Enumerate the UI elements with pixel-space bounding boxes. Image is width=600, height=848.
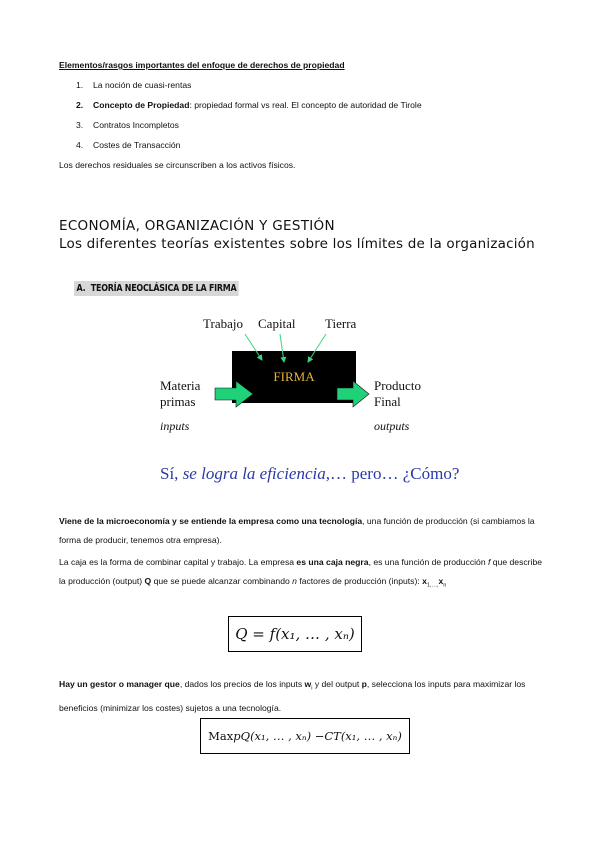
section-heading: Elementos/rasgos importantes del enfoque de derechos de propiedad [59,60,345,70]
efficiency-statement: Sí, se logra la eficiencia,… pero… ¿Cómo? [160,464,460,483]
paragraph-caja-negra: La caja es la forma de combinar capital y trabajo. La empresa es una caja negra, es una función de producción f que describe la producción (output) Q que se puede alcanzar combinando n factores de producción (inputs): $x_{1,\dots,}x_n$ [59,557,543,589]
arrow-tierra [308,334,326,362]
subsection-letter: A. [76,283,86,294]
list-text: : propiedad formal vs real. El concepto de autoridad de Tirole [189,100,422,110]
section-title: ECONOMÍA, ORGANIZACIÓN Y GESTIÓN [59,218,335,234]
arrow-inputs [215,381,253,407]
label-trabajo: Trabajo [203,316,243,331]
list-text: Contratos Incompletos [93,120,179,130]
list-number: 2. [76,100,84,110]
arrow-outputs [337,381,369,407]
arrow-trabajo [245,334,262,360]
list-text: Costes de Transacción [93,140,181,150]
label-capital: Capital [258,316,296,331]
list-text: La noción de cuasi-rentas [93,80,192,90]
paragraph-microeconomia: Viene de la microeconomía y se entiende la empresa como una tecnología, una función de producción (si cambiamos la forma de producir, tenemos otra empresa). [59,516,535,545]
label-inputs: inputs [160,419,190,433]
subsection-title: TEORÍA NEOCLÁSICA DE LA FIRMA [90,283,237,294]
list-number: 3. [76,120,84,130]
arrow-capital [280,334,284,362]
label-outputs: outputs [374,419,410,433]
list-bold-text: Concepto de Propiedad [93,100,190,110]
paragraph-manager: Hay un gestor o manager que, dados los precios de los inputs $w_i$ y del output p, selecciona los inputs para maximizar los beneficios (minimizar los costes) sujetos a una tecnología. [59,679,526,713]
production-function-equation: Q = f(x₁, … , xₙ) [228,616,362,652]
list-number: 4. [76,140,84,150]
label-materia: Materia [160,378,201,393]
firm-box-label: FIRMA [273,369,315,384]
section-subtitle: Los diferentes teorías existentes sobre los límites de la organización [59,236,535,252]
label-final: Final [374,394,401,409]
label-primas: primas [160,394,196,409]
label-tierra: Tierra [325,316,357,331]
profit-max-equation: Max pQ(x₁, … , xₙ) −CT(x₁, … , xₙ) [200,718,410,754]
list-number: 1. [76,80,84,90]
residual-rights-note: Los derechos residuales se circunscriben a los activos físicos. [59,160,296,170]
label-producto: Producto [374,378,421,393]
